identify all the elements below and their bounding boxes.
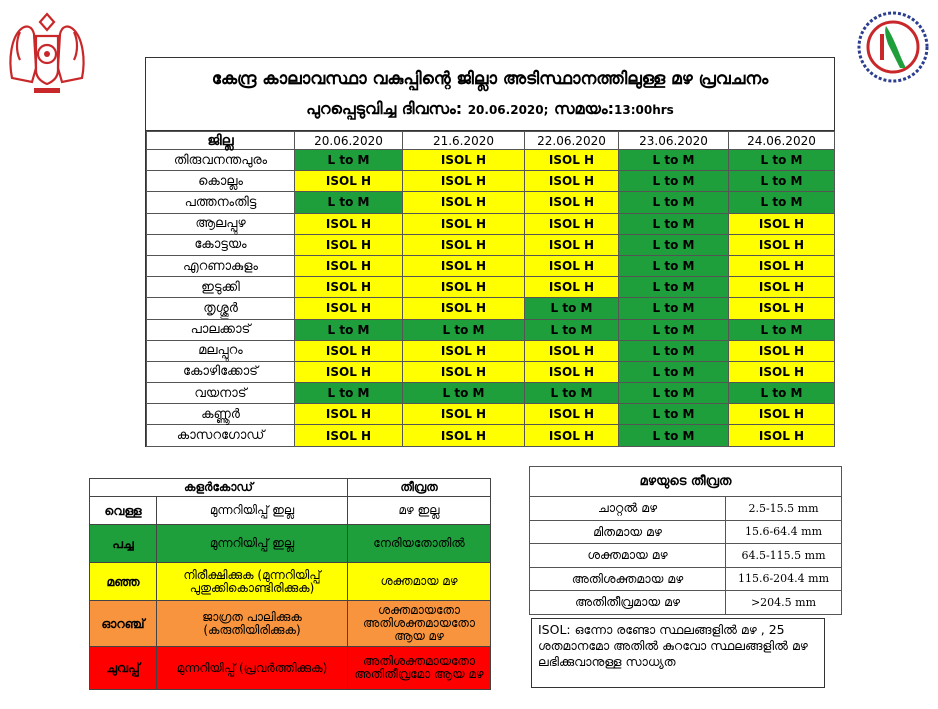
forecast-cell: ISOL H — [729, 425, 835, 446]
color-code-row — [90, 497, 491, 525]
district-name: വയനാട് — [147, 383, 295, 404]
forecast-cell: L to M — [619, 171, 729, 192]
forecast-body — [147, 150, 835, 447]
kerala-emblem-icon — [6, 8, 88, 98]
district-row — [147, 213, 835, 234]
district-row — [147, 150, 835, 171]
intensity-label: അതിശക്തമായ മഴ — [530, 567, 726, 591]
forecast-cell: ISOL H — [525, 340, 619, 361]
forecast-cell: ISOL H — [403, 171, 525, 192]
forecast-cell: ISOL H — [403, 277, 525, 298]
forecast-cell: L to M — [619, 150, 729, 171]
forecast-cell: L to M — [619, 383, 729, 404]
forecast-cell: L to M — [619, 255, 729, 276]
forecast-cell: ISOL H — [295, 277, 403, 298]
forecast-cell: L to M — [525, 383, 619, 404]
color-intensity: ശക്തമായ മഴ — [348, 563, 491, 601]
color-meaning: മുന്നറിയിപ്പ് (പ്രവർത്തിക്കുക) — [157, 647, 348, 690]
forecast-cell: ISOL H — [525, 404, 619, 425]
forecast-cell: L to M — [619, 319, 729, 340]
forecast-cell: L to M — [619, 213, 729, 234]
district-row — [147, 340, 835, 361]
forecast-cell: ISOL H — [525, 171, 619, 192]
ksdma-seal-icon — [856, 10, 930, 84]
forecast-cell: ISOL H — [295, 213, 403, 234]
forecast-title-box — [146, 58, 834, 131]
isol-note: ISOL: ഒന്നോ രണ്ടോ സ്ഥലങ്ങളിൽ മഴ , 25 ശതമാനമോ അതിൽ കുറവോ സ്ഥലങ്ങളിൽ മഴ ലഭിക്കുവാനുള്ള സാധ്യത — [531, 618, 825, 688]
forecast-cell: ISOL H — [525, 361, 619, 382]
district-name: കോഴിക്കോട് — [147, 361, 295, 382]
district-row — [147, 361, 835, 382]
forecast-cell: L to M — [295, 383, 403, 404]
intensity-range: 15.6-64.4 mm — [726, 520, 842, 544]
forecast-cell: ISOL H — [295, 255, 403, 276]
color-code-header: കളർകോഡ് — [90, 479, 348, 497]
district-name: തൃശ്ശൂർ — [147, 298, 295, 319]
forecast-panel — [145, 57, 835, 447]
intensity-header: തീവ്രത — [348, 479, 491, 497]
district-row — [147, 383, 835, 404]
published-date: 20.06.2020; — [467, 103, 549, 117]
color-code-row — [90, 601, 491, 647]
district-row — [147, 171, 835, 192]
date-column-header: 24.06.2020 — [729, 132, 835, 150]
district-name: തിരുവനന്തപുരം — [147, 150, 295, 171]
district-name: കോട്ടയം — [147, 234, 295, 255]
forecast-cell: ISOL H — [729, 213, 835, 234]
forecast-cell: ISOL H — [729, 255, 835, 276]
forecast-cell: ISOL H — [729, 298, 835, 319]
forecast-cell: ISOL H — [403, 213, 525, 234]
district-row — [147, 234, 835, 255]
time-unit: hrs — [652, 103, 674, 117]
forecast-cell: L to M — [729, 192, 835, 213]
forecast-cell: ISOL H — [525, 234, 619, 255]
intensity-label: ശക്തമായ മഴ — [530, 544, 726, 568]
district-row — [147, 277, 835, 298]
forecast-cell: ISOL H — [729, 277, 835, 298]
time-label: സമയം: — [554, 99, 615, 118]
forecast-cell: ISOL H — [403, 361, 525, 382]
intensity-range: 64.5-115.5 mm — [726, 544, 842, 568]
district-name: ആലപ്പുഴ — [147, 213, 295, 234]
color-intensity: മഴ ഇല്ല — [348, 497, 491, 525]
color-code-row — [90, 647, 491, 690]
forecast-cell: ISOL H — [525, 277, 619, 298]
forecast-cell: ISOL H — [403, 255, 525, 276]
forecast-cell: ISOL H — [403, 150, 525, 171]
time-value: 13:00 — [614, 103, 653, 117]
forecast-cell: ISOL H — [403, 425, 525, 446]
forecast-cell: L to M — [619, 340, 729, 361]
intensity-label: അതിതീവ്രമായ മഴ — [530, 591, 726, 615]
intensity-label: ചാറ്റൽ മഴ — [530, 497, 726, 521]
district-row — [147, 192, 835, 213]
intensity-row — [530, 591, 842, 615]
forecast-cell: ISOL H — [295, 340, 403, 361]
color-meaning: മുന്നറിയിപ്പ് ഇല്ല — [157, 525, 348, 563]
district-row — [147, 298, 835, 319]
color-code-row — [90, 563, 491, 601]
district-name: കാസറഗോഡ് — [147, 425, 295, 446]
district-column-header: ജില്ല — [147, 132, 295, 150]
district-name: ഇടുക്കി — [147, 277, 295, 298]
forecast-cell: ISOL H — [295, 425, 403, 446]
forecast-cell: L to M — [729, 150, 835, 171]
date-column-header: 20.06.2020 — [295, 132, 403, 150]
forecast-cell: ISOL H — [525, 192, 619, 213]
district-row — [147, 255, 835, 276]
forecast-header-row — [147, 132, 835, 150]
intensity-range: >204.5 mm — [726, 591, 842, 615]
forecast-cell: ISOL H — [295, 361, 403, 382]
published-line — [146, 98, 834, 121]
district-row — [147, 319, 835, 340]
district-name: പത്തനംതിട്ട — [147, 192, 295, 213]
forecast-cell: ISOL H — [729, 340, 835, 361]
forecast-cell: L to M — [619, 425, 729, 446]
forecast-cell: L to M — [295, 319, 403, 340]
forecast-cell: ISOL H — [525, 213, 619, 234]
intensity-row — [530, 520, 842, 544]
color-name: വെള്ള — [90, 497, 157, 525]
forecast-cell: L to M — [619, 298, 729, 319]
district-name: കണ്ണൂർ — [147, 404, 295, 425]
color-code-table — [89, 478, 491, 690]
intensity-row — [530, 567, 842, 591]
forecast-cell: L to M — [729, 383, 835, 404]
color-intensity: അതിശക്തമായതോ അതിതീവ്രമോ ആയ മഴ — [348, 647, 491, 690]
color-intensity: നേരിയതോതിൽ — [348, 525, 491, 563]
date-column-header: 21.6.2020 — [403, 132, 525, 150]
published-label: പുറപ്പെടുവിച്ച ദിവസം: — [306, 99, 463, 118]
forecast-cell: L to M — [295, 192, 403, 213]
color-meaning: മുന്നറിയിപ്പ് ഇല്ല — [157, 497, 348, 525]
district-name: പാലക്കാട് — [147, 319, 295, 340]
forecast-cell: ISOL H — [525, 150, 619, 171]
color-name: പച്ച — [90, 525, 157, 563]
forecast-cell: L to M — [295, 150, 403, 171]
forecast-cell: ISOL H — [295, 234, 403, 255]
rain-intensity-title: മഴയുടെ തീവ്രത — [530, 467, 842, 497]
rain-intensity-table — [529, 466, 842, 615]
color-intensity: ശക്തമായതോ അതിശക്തമായതോ ആയ മഴ — [348, 601, 491, 647]
forecast-cell: L to M — [619, 234, 729, 255]
forecast-cell: ISOL H — [729, 361, 835, 382]
forecast-cell: L to M — [729, 171, 835, 192]
intensity-range: 2.5-15.5 mm — [726, 497, 842, 521]
forecast-table — [146, 131, 835, 447]
forecast-cell: ISOL H — [729, 234, 835, 255]
forecast-cell: ISOL H — [403, 192, 525, 213]
forecast-cell: ISOL H — [403, 234, 525, 255]
color-meaning: നിരീക്ഷിക്കുക (മുന്നറിയിപ്പ് പുതുക്കികൊണ്ടിരിക്കുക) — [157, 563, 348, 601]
district-name: എറണാകുളം — [147, 255, 295, 276]
color-meaning: ജാഗ്രത പാലിക്കുക (കരുതിയിരിക്കുക) — [157, 601, 348, 647]
district-row — [147, 404, 835, 425]
forecast-cell: ISOL H — [295, 298, 403, 319]
forecast-cell: L to M — [619, 361, 729, 382]
intensity-label: മിതമായ മഴ — [530, 520, 726, 544]
forecast-cell: L to M — [403, 319, 525, 340]
date-column-header: 23.06.2020 — [619, 132, 729, 150]
date-column-header: 22.06.2020 — [525, 132, 619, 150]
forecast-cell: L to M — [525, 319, 619, 340]
district-row — [147, 425, 835, 446]
forecast-cell: ISOL H — [295, 404, 403, 425]
intensity-range: 115.6-204.4 mm — [726, 567, 842, 591]
forecast-cell: L to M — [403, 383, 525, 404]
forecast-cell: ISOL H — [403, 404, 525, 425]
color-code-row — [90, 525, 491, 563]
intensity-row — [530, 544, 842, 568]
forecast-cell: ISOL H — [729, 404, 835, 425]
forecast-cell: L to M — [619, 192, 729, 213]
forecast-cell: ISOL H — [403, 340, 525, 361]
forecast-cell: L to M — [729, 319, 835, 340]
forecast-cell: L to M — [619, 404, 729, 425]
color-name: ചുവപ്പ് — [90, 647, 157, 690]
district-name: മലപ്പുറം — [147, 340, 295, 361]
forecast-cell: L to M — [619, 277, 729, 298]
forecast-cell: L to M — [525, 298, 619, 319]
intensity-row — [530, 497, 842, 521]
forecast-cell: ISOL H — [525, 425, 619, 446]
forecast-cell: ISOL H — [525, 255, 619, 276]
forecast-cell: ISOL H — [403, 298, 525, 319]
forecast-title: കേന്ദ്ര കാലാവസ്ഥാ വകുപ്പിന്റെ ജില്ലാ അടിസ്ഥാനത്തിലുള്ള മഴ പ്രവചനം — [211, 69, 769, 89]
district-name: കൊല്ലം — [147, 171, 295, 192]
color-name: ഓറഞ്ച് — [90, 601, 157, 647]
forecast-cell: ISOL H — [295, 171, 403, 192]
color-name: മഞ്ഞ — [90, 563, 157, 601]
